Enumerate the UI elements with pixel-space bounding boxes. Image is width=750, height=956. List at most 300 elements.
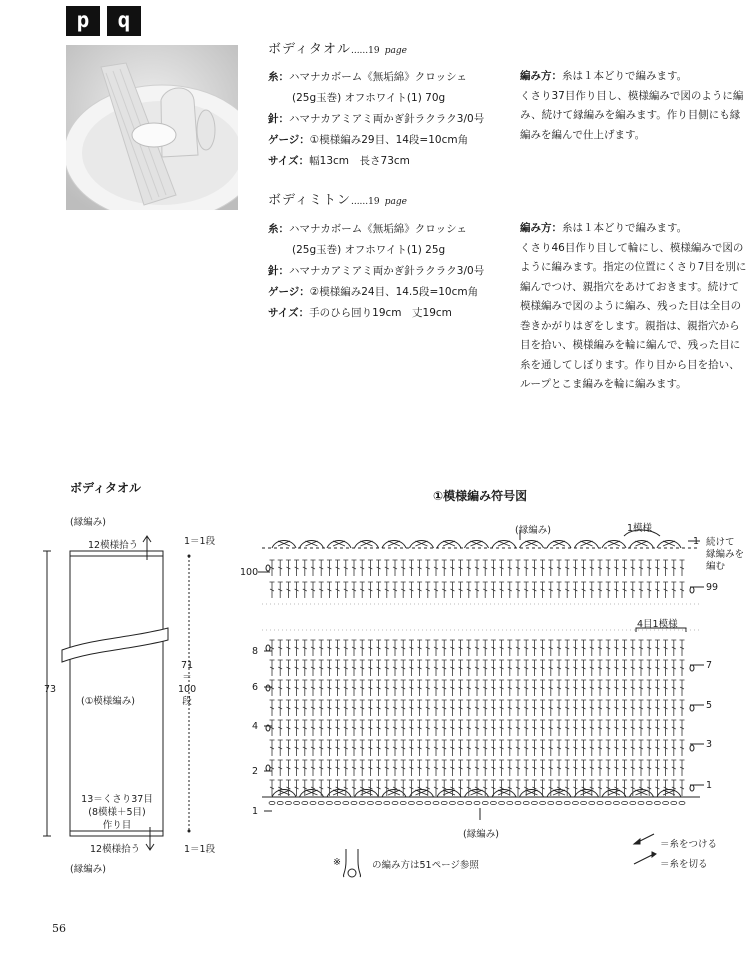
- double-crochet-symbol: [647, 660, 652, 676]
- double-crochet-symbol: [483, 680, 488, 696]
- double-crochet-symbol: [442, 680, 447, 696]
- edging-cross: [498, 790, 510, 795]
- double-crochet-symbol: [302, 700, 307, 716]
- double-crochet-symbol: [335, 582, 340, 598]
- double-crochet-symbol: [598, 660, 603, 676]
- double-crochet-symbol: [458, 640, 463, 656]
- double-crochet-symbol: [581, 640, 586, 656]
- double-crochet-symbol: [565, 720, 570, 736]
- row-number-right: 5: [706, 700, 713, 711]
- foundation-chain: [499, 801, 505, 804]
- double-crochet-symbol: [524, 582, 529, 598]
- double-crochet-symbol: [540, 660, 545, 676]
- method-text: くさり46目作り目して輪にし、模様編みで図のように編みます。指定の位置にくさり7目を別に編んでつけ、親指穴をあけておきます。続けて模様編みで図のように編み、残った目は全目の巻きかがりはぎをします。親指は、親指穴から目を拾い、模様編みを輪に編んで、残った目に糸を通してしぼります。作り目から目を拾い、ループとこま編みを輪に編みます。: [520, 241, 747, 390]
- double-crochet-symbol: [417, 560, 422, 576]
- double-crochet-symbol: [360, 700, 365, 716]
- double-crochet-symbol: [327, 640, 332, 656]
- double-crochet-symbol: [442, 640, 447, 656]
- height-rows: 100: [178, 684, 197, 695]
- double-crochet-symbol: [639, 680, 644, 696]
- double-crochet-symbol: [532, 780, 537, 796]
- foundation-chain: [335, 801, 341, 804]
- double-crochet-symbol: [302, 680, 307, 696]
- double-crochet-symbol: [598, 720, 603, 736]
- edging-cross: [636, 541, 648, 546]
- double-crochet-symbol: [671, 720, 676, 736]
- double-crochet-symbol: [630, 740, 635, 756]
- double-crochet-symbol: [516, 700, 521, 716]
- double-crochet-symbol: [565, 560, 570, 576]
- double-crochet-symbol: [302, 560, 307, 576]
- double-crochet-symbol: [409, 582, 414, 598]
- double-crochet-symbol: [327, 720, 332, 736]
- double-crochet-symbol: [417, 740, 422, 756]
- double-crochet-symbol: [614, 560, 619, 576]
- edging-scallop: [602, 541, 626, 549]
- gauge-label: ゲージ：: [268, 286, 310, 298]
- double-crochet-symbol: [655, 680, 660, 696]
- double-crochet-symbol: [376, 740, 381, 756]
- double-crochet-symbol: [647, 740, 652, 756]
- double-crochet-symbol: [442, 720, 447, 736]
- double-crochet-symbol: [499, 560, 504, 576]
- chain-symbol: [266, 645, 270, 651]
- continue-note-2: 縁編みを: [706, 549, 745, 560]
- double-crochet-symbol: [352, 582, 357, 598]
- double-crochet-symbol: [557, 660, 562, 676]
- double-crochet-symbol: [598, 700, 603, 716]
- double-crochet-symbol: [680, 560, 685, 576]
- foundation-chain: [581, 801, 587, 804]
- double-crochet-symbol: [384, 582, 389, 598]
- double-crochet-symbol: [491, 660, 496, 676]
- double-crochet-symbol: [598, 760, 603, 776]
- double-crochet-symbol: [302, 660, 307, 676]
- width-line-3: 作り目: [102, 820, 132, 831]
- foundation-chain: [294, 801, 300, 804]
- double-crochet-symbol: [581, 780, 586, 796]
- edging-scallop: [410, 541, 434, 549]
- double-crochet-symbol: [622, 720, 627, 736]
- edge-bottom-label: (縁編み): [70, 864, 106, 875]
- edging-cross: [636, 790, 648, 795]
- double-crochet-symbol: [622, 582, 627, 598]
- double-crochet-symbol: [630, 680, 635, 696]
- double-crochet-symbol: [434, 660, 439, 676]
- double-crochet-symbol: [409, 560, 414, 576]
- four-st-repeat-label: 4目1模様: [637, 619, 678, 630]
- double-crochet-symbol: [360, 720, 365, 736]
- double-crochet-symbol: [450, 740, 455, 756]
- foundation-chain: [376, 801, 382, 804]
- double-crochet-symbol: [475, 740, 480, 756]
- method-first: 糸は１本どりで編みます。: [562, 222, 688, 234]
- edging-cross: [333, 790, 345, 795]
- foundation-chain: [663, 801, 669, 804]
- double-crochet-symbol: [368, 700, 373, 716]
- double-crochet-symbol: [376, 720, 381, 736]
- edging-scallop: [520, 790, 544, 798]
- edging-cross: [388, 790, 400, 795]
- double-crochet-symbol: [278, 660, 283, 676]
- double-crochet-symbol: [663, 640, 668, 656]
- gauge-value: ①模様編み29目、14段=10cm角: [309, 134, 469, 146]
- edging-cross: [443, 790, 455, 795]
- double-crochet-symbol: [507, 680, 512, 696]
- double-crochet-symbol: [458, 720, 463, 736]
- double-crochet-symbol: [360, 760, 365, 776]
- foundation-chain: [490, 801, 496, 804]
- edging-cross: [581, 790, 593, 795]
- foundation-chain: [572, 801, 578, 804]
- double-crochet-symbol: [630, 760, 635, 776]
- chain-symbol: [690, 745, 694, 751]
- double-crochet-symbol: [507, 760, 512, 776]
- double-crochet-symbol: [483, 760, 488, 776]
- double-crochet-symbol: [417, 680, 422, 696]
- double-crochet-symbol: [286, 760, 291, 776]
- double-crochet-symbol: [401, 740, 406, 756]
- double-crochet-symbol: [327, 660, 332, 676]
- double-crochet-symbol: [393, 560, 398, 576]
- double-crochet-symbol: [491, 740, 496, 756]
- legend-attach: ＝糸をつける: [660, 839, 718, 850]
- double-crochet-symbol: [606, 780, 611, 796]
- double-crochet-symbol: [557, 560, 562, 576]
- double-crochet-symbol: [499, 660, 504, 676]
- double-crochet-symbol: [680, 740, 685, 756]
- double-crochet-symbol: [319, 760, 324, 776]
- double-crochet-symbol: [286, 582, 291, 598]
- double-crochet-symbol: [434, 680, 439, 696]
- double-crochet-symbol: [671, 700, 676, 716]
- double-crochet-symbol: [417, 582, 422, 598]
- double-crochet-symbol: [565, 660, 570, 676]
- badge-p: p: [66, 6, 100, 36]
- badge-q: q: [107, 6, 141, 36]
- double-crochet-symbol: [507, 740, 512, 756]
- double-crochet-symbol: [450, 560, 455, 576]
- double-crochet-symbol: [630, 560, 635, 576]
- double-crochet-symbol: [589, 560, 594, 576]
- double-crochet-symbol: [573, 720, 578, 736]
- double-crochet-symbol: [319, 582, 324, 598]
- double-crochet-symbol: [680, 582, 685, 598]
- double-crochet-symbol: [352, 700, 357, 716]
- double-crochet-symbol: [352, 720, 357, 736]
- foundation-chain: [654, 801, 660, 804]
- double-crochet-symbol: [565, 740, 570, 756]
- foundation-chain: [392, 801, 398, 804]
- double-crochet-symbol: [450, 760, 455, 776]
- double-crochet-symbol: [516, 560, 521, 576]
- double-crochet-symbol: [425, 700, 430, 716]
- double-crochet-symbol: [409, 720, 414, 736]
- double-crochet-symbol: [327, 740, 332, 756]
- double-crochet-symbol: [557, 720, 562, 736]
- double-crochet-symbol: [417, 660, 422, 676]
- double-crochet-symbol: [278, 582, 283, 598]
- continue-note-1: 続けて: [706, 537, 735, 548]
- size-label: サイズ：: [268, 155, 310, 167]
- foundation-chain: [285, 801, 291, 804]
- double-crochet-symbol: [302, 760, 307, 776]
- double-crochet-symbol: [663, 780, 668, 796]
- foundation-chain: [613, 801, 619, 804]
- double-crochet-symbol: [516, 740, 521, 756]
- double-crochet-symbol: [278, 680, 283, 696]
- edging-scallop: [355, 541, 379, 549]
- double-crochet-symbol: [647, 582, 652, 598]
- double-crochet-symbol: [647, 680, 652, 696]
- double-crochet-symbol: [581, 760, 586, 776]
- double-crochet-symbol: [548, 640, 553, 656]
- double-crochet-symbol: [401, 760, 406, 776]
- double-crochet-symbol: [442, 582, 447, 598]
- edging-scallop: [382, 790, 406, 798]
- double-crochet-symbol: [442, 760, 447, 776]
- double-crochet-symbol: [516, 582, 521, 598]
- double-crochet-symbol: [565, 700, 570, 716]
- double-crochet-symbol: [507, 560, 512, 576]
- double-crochet-symbol: [532, 582, 537, 598]
- double-crochet-symbol: [434, 760, 439, 776]
- edging-scallop: [575, 790, 599, 798]
- double-crochet-symbol: [573, 700, 578, 716]
- edging-scallop: [355, 790, 379, 798]
- double-crochet-symbol: [516, 680, 521, 696]
- edging-scallop: [492, 541, 516, 549]
- double-crochet-symbol: [409, 780, 414, 796]
- double-crochet-symbol: [680, 640, 685, 656]
- double-crochet-symbol: [630, 720, 635, 736]
- double-crochet-symbol: [491, 720, 496, 736]
- double-crochet-symbol: [368, 582, 373, 598]
- double-crochet-symbol: [311, 560, 316, 576]
- double-crochet-symbol: [425, 680, 430, 696]
- double-crochet-symbol: [499, 720, 504, 736]
- double-crochet-symbol: [311, 760, 316, 776]
- double-crochet-symbol: [499, 582, 504, 598]
- double-crochet-symbol: [565, 760, 570, 776]
- double-crochet-symbol: [442, 560, 447, 576]
- double-crochet-symbol: [581, 582, 586, 598]
- double-crochet-symbol: [401, 720, 406, 736]
- foundation-chain: [302, 801, 308, 804]
- double-crochet-symbol: [606, 680, 611, 696]
- double-crochet-symbol: [507, 582, 512, 598]
- edging-scallop: [327, 541, 351, 549]
- double-crochet-symbol: [630, 700, 635, 716]
- double-crochet-symbol: [573, 740, 578, 756]
- double-crochet-symbol: [417, 640, 422, 656]
- double-crochet-symbol: [630, 582, 635, 598]
- yarn-label: 糸：: [268, 223, 289, 235]
- foundation-chain: [449, 801, 455, 804]
- double-crochet-symbol: [491, 700, 496, 716]
- double-crochet-symbol: [294, 740, 299, 756]
- double-crochet-symbol: [327, 780, 332, 796]
- double-crochet-symbol: [384, 740, 389, 756]
- double-crochet-symbol: [589, 640, 594, 656]
- double-crochet-symbol: [639, 760, 644, 776]
- double-crochet-symbol: [270, 740, 275, 756]
- foundation-chain: [384, 801, 390, 804]
- towel-title: ボディタオル: [268, 42, 351, 57]
- double-crochet-symbol: [614, 660, 619, 676]
- foundation-chain: [548, 801, 554, 804]
- yarn-detail: (25g玉巻) オフホワイト(1) 25g: [292, 244, 446, 256]
- double-crochet-symbol: [647, 640, 652, 656]
- double-crochet-symbol: [614, 780, 619, 796]
- double-crochet-symbol: [417, 700, 422, 716]
- edging-cross: [306, 790, 318, 795]
- double-crochet-symbol: [639, 720, 644, 736]
- double-crochet-symbol: [655, 560, 660, 576]
- edging-scallop: [410, 790, 434, 798]
- double-crochet-symbol: [671, 640, 676, 656]
- double-crochet-symbol: [278, 720, 283, 736]
- double-crochet-symbol: [532, 720, 537, 736]
- double-crochet-symbol: [524, 560, 529, 576]
- double-crochet-symbol: [286, 700, 291, 716]
- double-crochet-symbol: [302, 720, 307, 736]
- double-crochet-symbol: [352, 780, 357, 796]
- double-crochet-symbol: [589, 740, 594, 756]
- double-crochet-symbol: [450, 640, 455, 656]
- double-crochet-symbol: [401, 700, 406, 716]
- double-crochet-symbol: [589, 760, 594, 776]
- edging-cross: [663, 541, 675, 546]
- double-crochet-symbol: [352, 760, 357, 776]
- double-crochet-symbol: [294, 660, 299, 676]
- double-crochet-symbol: [483, 660, 488, 676]
- double-crochet-symbol: [376, 640, 381, 656]
- double-crochet-symbol: [581, 720, 586, 736]
- double-crochet-symbol: [589, 582, 594, 598]
- double-crochet-symbol: [581, 680, 586, 696]
- double-crochet-symbol: [466, 660, 471, 676]
- edging-scallop: [300, 541, 324, 549]
- double-crochet-symbol: [458, 560, 463, 576]
- double-crochet-symbol: [516, 780, 521, 796]
- double-crochet-symbol: [425, 760, 430, 776]
- double-crochet-symbol: [466, 640, 471, 656]
- yarn-value: ハマナカボーム《無垢綿》クロッシェ: [289, 71, 467, 83]
- double-crochet-symbol: [401, 560, 406, 576]
- towel-page-number: 19: [368, 46, 380, 56]
- edging-scallop: [657, 790, 681, 798]
- double-crochet-symbol: [343, 660, 348, 676]
- double-crochet-symbol: [524, 760, 529, 776]
- double-crochet-symbol: [458, 582, 463, 598]
- double-crochet-symbol: [343, 780, 348, 796]
- double-crochet-symbol: [434, 740, 439, 756]
- double-crochet-symbol: [343, 700, 348, 716]
- double-crochet-symbol: [368, 560, 373, 576]
- double-crochet-symbol: [393, 640, 398, 656]
- double-crochet-symbol: [434, 780, 439, 796]
- row-number-right: 7: [706, 660, 713, 671]
- double-crochet-symbol: [384, 780, 389, 796]
- height-total-label: 73: [44, 684, 57, 695]
- double-crochet-symbol: [499, 640, 504, 656]
- double-crochet-symbol: [319, 740, 324, 756]
- double-crochet-symbol: [581, 740, 586, 756]
- double-crochet-symbol: [524, 640, 529, 656]
- double-crochet-symbol: [483, 720, 488, 736]
- double-crochet-symbol: [294, 720, 299, 736]
- double-crochet-symbol: [319, 720, 324, 736]
- double-crochet-symbol: [532, 700, 537, 716]
- double-crochet-symbol: [393, 660, 398, 676]
- double-crochet-symbol: [516, 640, 521, 656]
- double-crochet-symbol: [270, 700, 275, 716]
- edging-cross: [471, 790, 483, 795]
- double-crochet-symbol: [655, 640, 660, 656]
- row-number-right: 99: [706, 582, 719, 593]
- double-crochet-symbol: [384, 680, 389, 696]
- double-crochet-symbol: [425, 780, 430, 796]
- double-crochet-symbol: [589, 780, 594, 796]
- gauge-value: ②模様編み24目、14.5段=10cm角: [309, 286, 479, 298]
- double-crochet-symbol: [442, 700, 447, 716]
- double-crochet-symbol: [663, 720, 668, 736]
- double-crochet-symbol: [598, 680, 603, 696]
- foundation-chain: [589, 801, 595, 804]
- double-crochet-symbol: [622, 780, 627, 796]
- double-crochet-symbol: [581, 700, 586, 716]
- foundation-chain: [564, 801, 570, 804]
- double-crochet-symbol: [450, 780, 455, 796]
- double-crochet-symbol: [655, 582, 660, 598]
- double-crochet-symbol: [557, 740, 562, 756]
- double-crochet-symbol: [622, 680, 627, 696]
- double-crochet-symbol: [294, 780, 299, 796]
- double-crochet-symbol: [548, 660, 553, 676]
- double-crochet-symbol: [532, 660, 537, 676]
- foundation-chain: [515, 801, 521, 804]
- double-crochet-symbol: [335, 680, 340, 696]
- double-crochet-symbol: [680, 660, 685, 676]
- cut-yarn-icon: [634, 854, 654, 864]
- needle-label: 針：: [268, 113, 289, 125]
- double-crochet-symbol: [393, 680, 398, 696]
- edging-cross: [278, 541, 290, 546]
- double-crochet-symbol: [507, 660, 512, 676]
- gauge-label: ゲージ：: [268, 134, 310, 146]
- double-crochet-symbol: [680, 680, 685, 696]
- double-crochet-symbol: [450, 680, 455, 696]
- towel-page-suffix: page: [384, 46, 407, 56]
- yarn-label: 糸：: [268, 71, 289, 83]
- double-crochet-symbol: [671, 740, 676, 756]
- foundation-chain: [482, 801, 488, 804]
- double-crochet-symbol: [499, 740, 504, 756]
- foundation-chain: [417, 801, 423, 804]
- double-crochet-symbol: [655, 740, 660, 756]
- edging-scallop: [272, 541, 296, 549]
- continue-note-3: 編む: [706, 561, 726, 572]
- double-crochet-symbol: [434, 720, 439, 736]
- double-crochet-symbol: [335, 660, 340, 676]
- double-crochet-symbol: [294, 640, 299, 656]
- chain-symbol: [690, 665, 694, 671]
- width-line-2: (8模様＋5目): [88, 807, 146, 818]
- double-crochet-symbol: [639, 740, 644, 756]
- double-crochet-symbol: [376, 660, 381, 676]
- foundation-chain: [507, 801, 513, 804]
